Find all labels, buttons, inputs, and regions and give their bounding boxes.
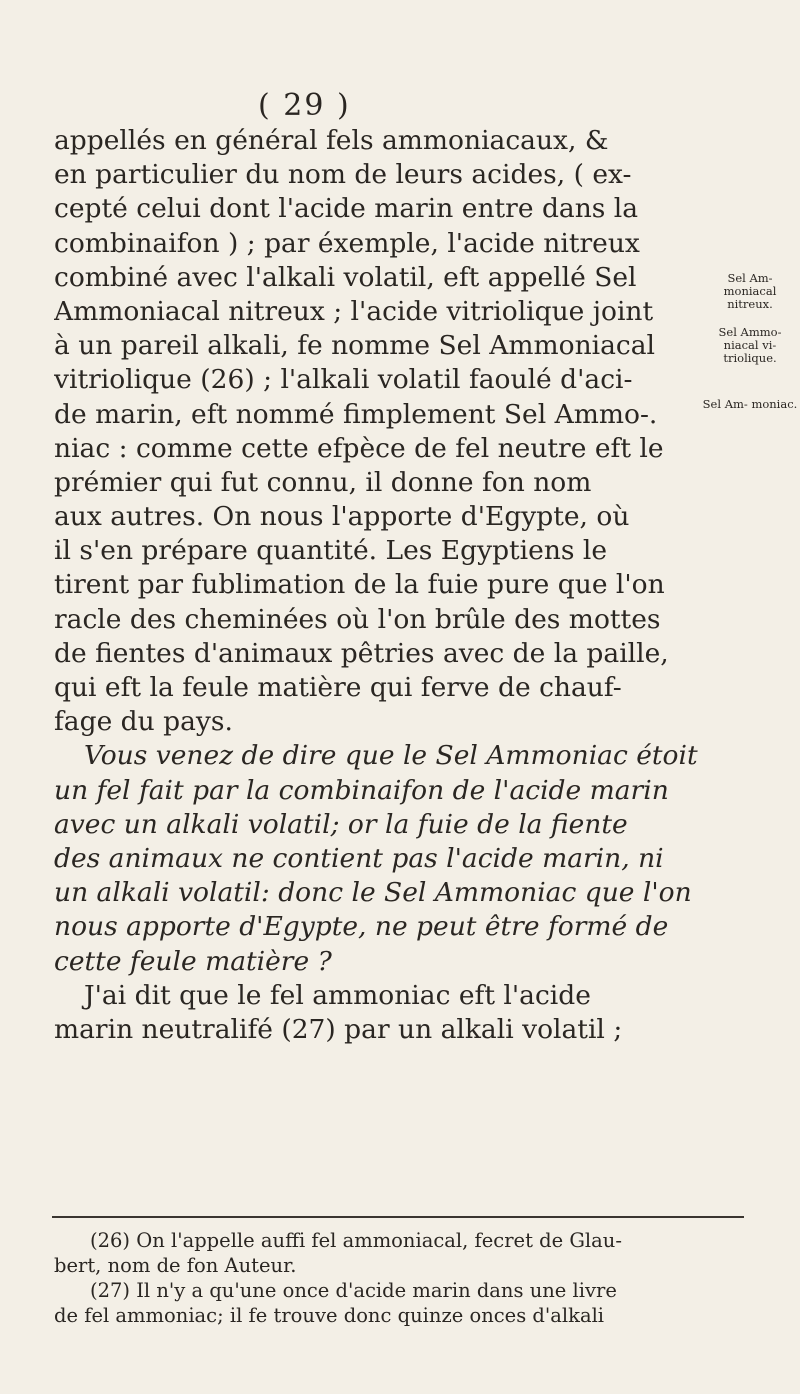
footnote-line: (27) Il n'y a qu'une once d'acide marin dans une livre [90,1279,617,1302]
text-line: en particulier du nom de leurs acides, ( ex- [54,159,632,191]
text-line: fage du pays. [54,706,233,738]
margin-note: Sel Am- moniac. [702,397,798,411]
footnote-line: de fel ammoniac; il fe trouve donc quinze onces d'alkali [54,1304,605,1327]
text-line: de fientes d'animaux pêtries avec de la paille, [54,637,669,669]
text-line: Ammoniacal nitreux ; l'acide vitriolique joint [54,295,654,327]
text-line: racle des cheminées où l'on brûle des mottes [54,603,661,635]
question-line: des animaux ne contient pas l'acide marin, ni [54,842,664,874]
footnote-line: (26) On l'appelle auffi fel ammoniacal, fecret de Glau- [90,1229,622,1252]
margin-note: Sel Am- moniacal nitreux. [723,271,777,311]
question-line: un alkali volatil: donc le Sel Ammoniac que l'on [54,877,692,909]
question-line: nous apporte d'Egypte, ne peut être formé de [54,911,669,943]
question-line: avec un alkali volatil; or la fuie de la fiente [54,808,628,840]
text-line: qui eft la feule matière qui ferve de chauf- [54,672,622,703]
text-line: combinaifon ) ; par éxemple, l'acide nitreux [54,227,640,259]
text-line: niac : comme cette efpèce de fel neutre eft le [54,432,664,464]
footnote-line: bert, nom de fon Auteur. [54,1254,297,1277]
text-line: vitriolique (26) ; l'alkali volatil faoulé d'aci- [54,364,633,396]
question-line: cette feule matière ? [54,945,332,977]
text-line: marin neutralifé (27) par un alkali volatil ; [54,1013,623,1045]
text-line: appellés en général fels ammoniacaux, & [54,125,609,156]
text-line: combiné avec l'alkali volatil, eft appellé Sel [54,261,637,293]
footnote-divider [52,1216,744,1218]
text-line: de marin, eft nommé fimplement Sel Ammo-. [54,398,658,430]
text-line: cepté celui dont l'acide marin entre dans la [54,193,639,225]
text-line: prémier qui fut connu, il donne fon nom [54,466,592,498]
text-line: J'ai dit que le fel ammoniac eft l'acide [84,979,591,1011]
text-line: il s'en prépare quantité. Les Egyptiens le [54,535,608,567]
margin-note: Sel Ammo- niacal vi- triolique. [718,325,782,365]
text-line: aux autres. On nous l'apporte d'Egypte, où [54,501,630,533]
footnotes [54,1228,744,1328]
main-text [54,124,744,1047]
question-line: un fel fait par la combinaifon de l'acide marin [54,774,669,806]
text-line: tirent par fublimation de la fuie pure que l'on [54,569,665,601]
text-line: à un pareil alkali, fe nomme Sel Ammoniacal [54,330,656,362]
question-line: Vous venez de dire que le Sel Ammoniac étoit [84,740,698,772]
page-number: ( 29 ) [258,88,351,123]
